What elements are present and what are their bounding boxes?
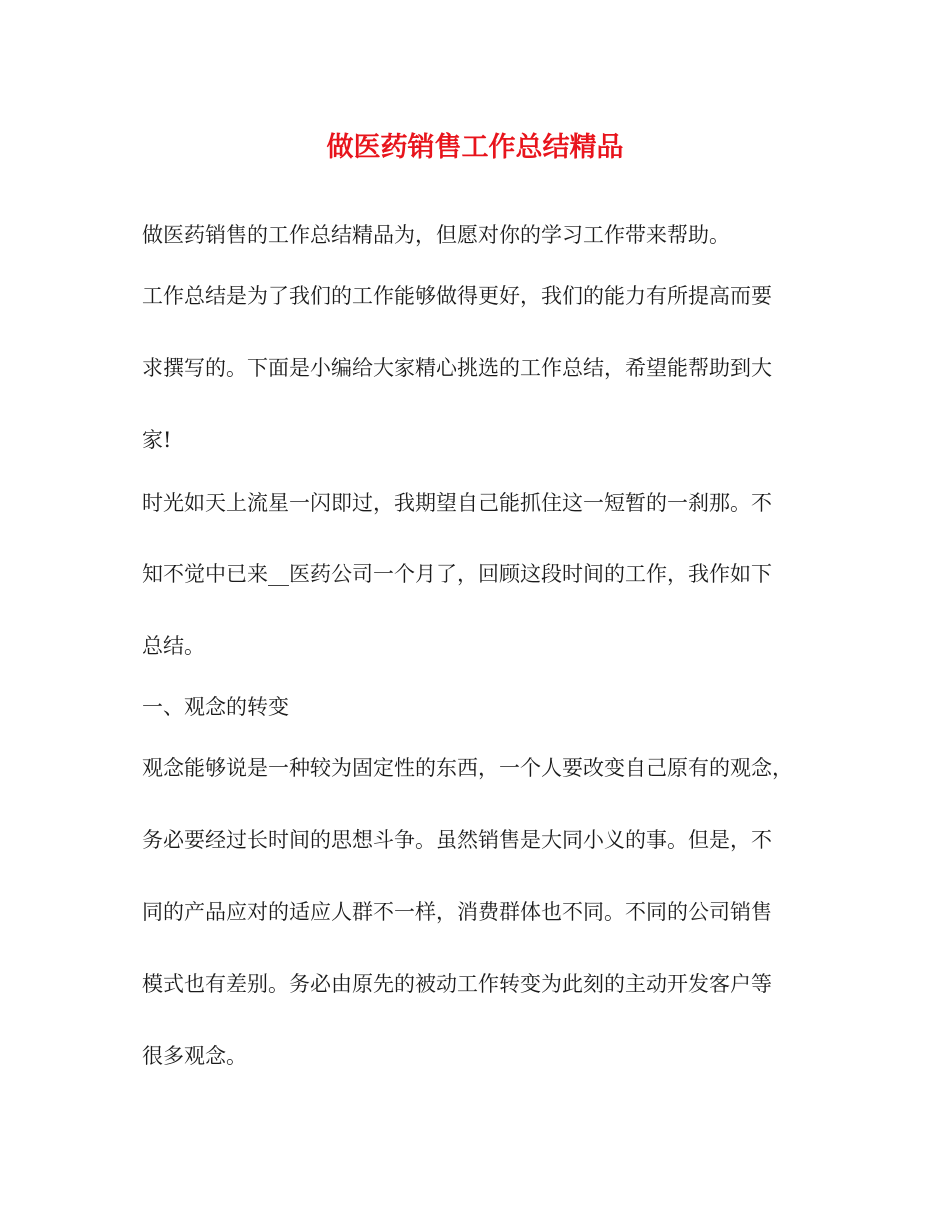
paragraph-line: 模式也有差别。务必由原先的被动工作转变为此刻的主动开发客户等 [142,972,772,996]
paragraph-line: 知不觉中已来__医药公司一个月了，回顾这段时间的工作，我作如下 [142,562,772,586]
paragraph-line: 观念能够说是一种较为固定性的东西，一个人要改变自己原有的观念， [142,756,793,780]
paragraph-line: 家! [142,428,172,452]
paragraph-line: 求撰写的。下面是小编给大家精心挑选的工作总结，希望能帮助到大 [142,356,772,380]
document-title: 做医药销售工作总结精品 [326,132,624,163]
paragraph-line: 工作总结是为了我们的工作能够做得更好，我们的能力有所提高而要 [142,284,772,308]
section-heading: 一、观念的转变 [142,695,289,719]
paragraph-line: 总结。 [142,634,205,658]
paragraph-line: 务必要经过长时间的思想斗争。虽然销售是大同小义的事。但是，不 [142,828,772,852]
paragraph-line: 很多观念。 [142,1044,247,1068]
paragraph-line: 时光如天上流星一闪即过，我期望自己能抓住这一短暂的一刹那。不 [142,491,772,515]
paragraph-line: 同的产品应对的适应人群不一样，消费群体也不同。不同的公司销售 [142,900,772,924]
intro-line: 做医药销售的工作总结精品为，但愿对你的学习工作带来帮助。 [142,223,730,247]
